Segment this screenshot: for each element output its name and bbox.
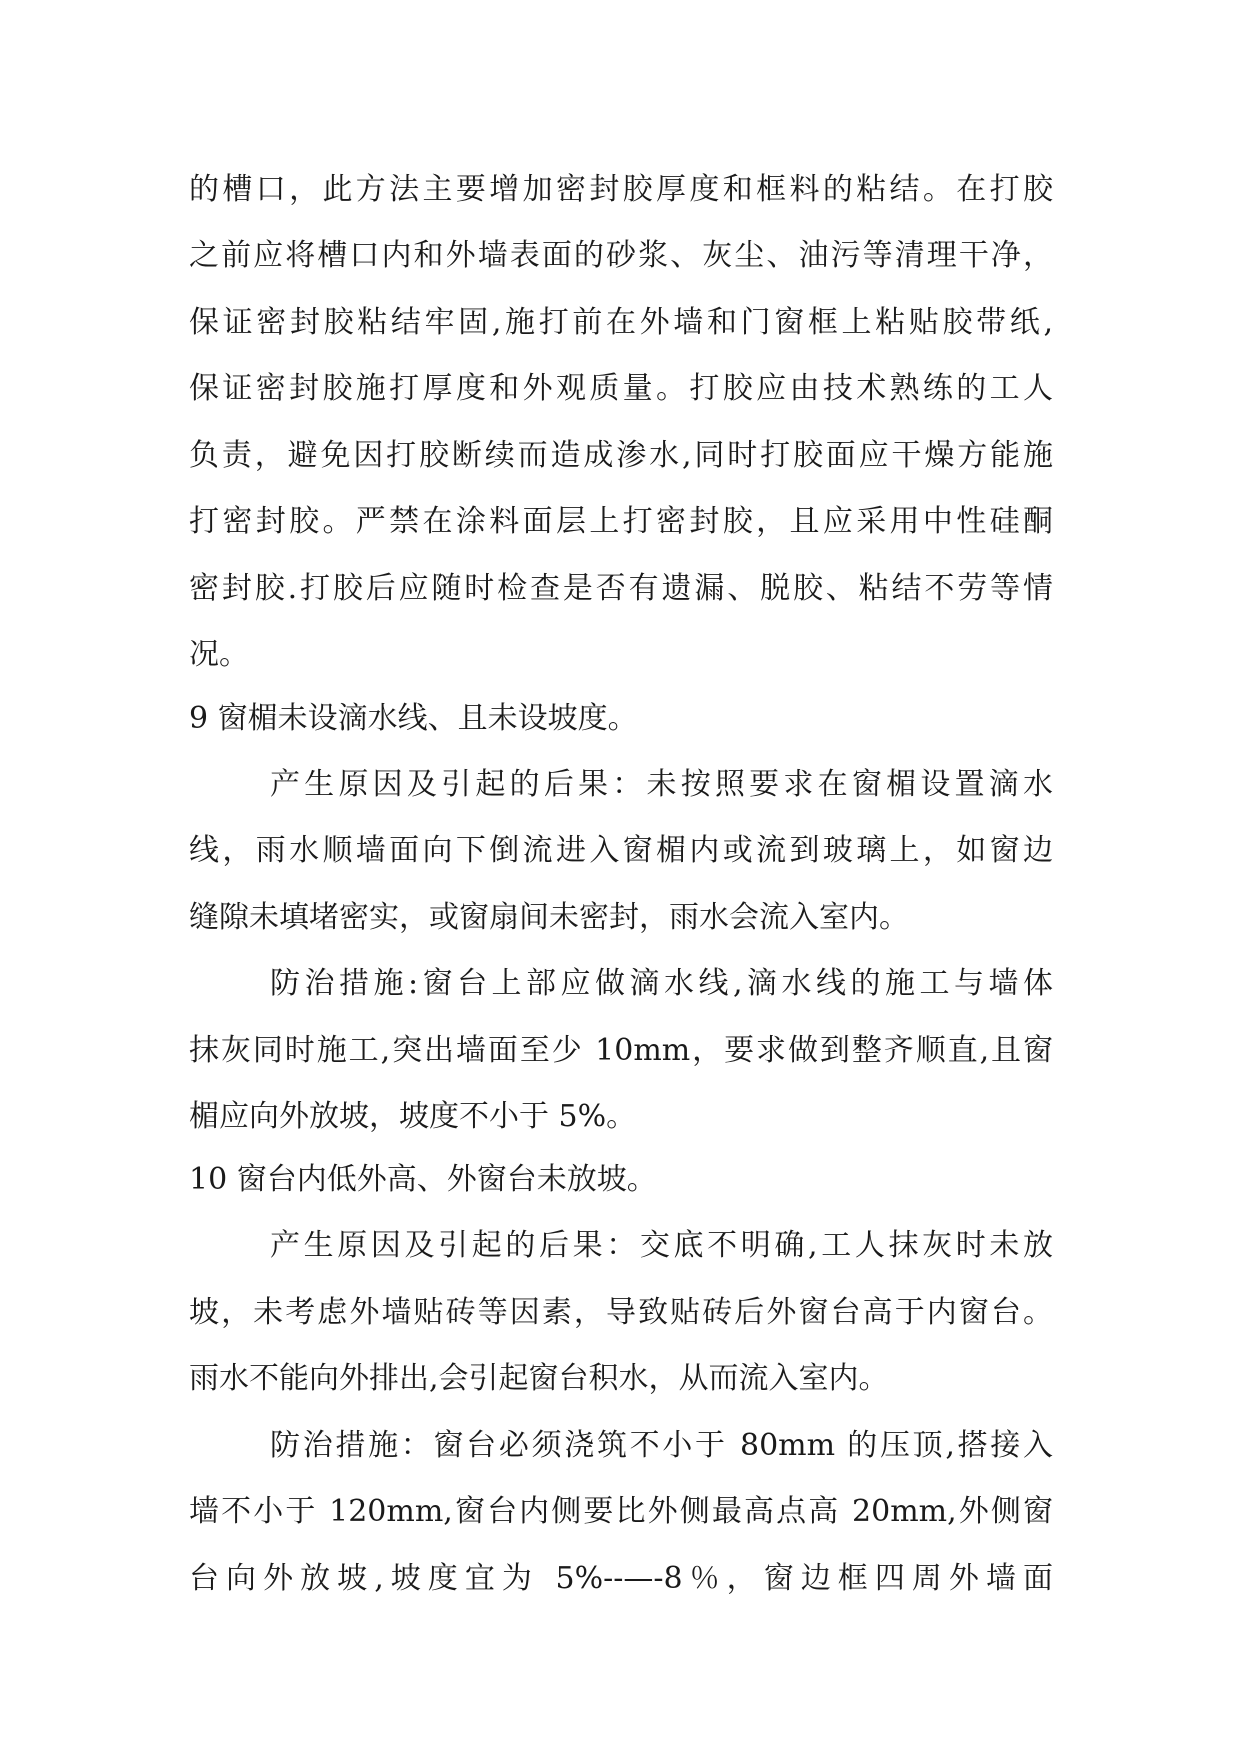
body-text-line: 之前应将槽口内和外墙表面的砂浆、灰尘、油污等清理干净， [189, 238, 1053, 273]
body-text-line: 墙不小于 120mm,窗台内侧要比外侧最高点高 20mm,外侧窗 [189, 1494, 1053, 1529]
body-text-line: 保证密封胶施打厚度和外观质量。打胶应由技术熟练的工人 [189, 371, 1053, 406]
section-heading: 9 窗楣未设滴水线、且未设坡度。 [189, 701, 638, 736]
body-text-line: 保证密封胶粘结牢固,施打前在外墙和门窗框上粘贴胶带纸, [189, 305, 1053, 340]
body-text-line: 况。 [189, 637, 249, 672]
body-text-line: 的槽口，此方法主要增加密封胶厚度和框料的粘结。在打胶 [189, 172, 1053, 207]
paragraph-first-line: 防治措施:窗台上部应做滴水线,滴水线的施工与墙体 [270, 966, 1053, 1001]
body-text-line: 打密封胶。严禁在涂料面层上打密封胶，且应采用中性硅酮 [189, 504, 1053, 539]
section-heading: 10 窗台内低外高、外窗台未放坡。 [189, 1162, 657, 1197]
body-text-line: 缝隙未填堵密实，或窗扇间未密封，雨水会流入室内。 [189, 900, 909, 935]
body-text-line: 密封胶.打胶后应随时检查是否有遗漏、脱胶、粘结不劳等情 [189, 571, 1053, 606]
paragraph-first-line: 产生原因及引起的后果：未按照要求在窗楣设置滴水 [270, 767, 1053, 802]
body-text-line: 抹灰同时施工,突出墙面至少 10mm，要求做到整齐顺直,且窗 [189, 1033, 1053, 1068]
body-text-line: 负责，避免因打胶断续而造成渗水,同时打胶面应干燥方能施 [189, 438, 1053, 473]
body-text-line: 线，雨水顺墙面向下倒流进入窗楣内或流到玻璃上，如窗边 [189, 833, 1053, 868]
paragraph-first-line: 防治措施：窗台必须浇筑不小于 80mm 的压顶,搭接入 [270, 1428, 1053, 1463]
body-text-line: 雨水不能向外排出,会引起窗台积水，从而流入室内。 [189, 1361, 889, 1396]
body-text-line: 台向外放坡,坡度宜为 5%--—-8％，窗边框四周外墙面 [189, 1561, 1053, 1596]
paragraph-first-line: 产生原因及引起的后果：交底不明确,工人抹灰时未放 [270, 1228, 1053, 1263]
body-text-line: 楣应向外放坡，坡度不小于 5%。 [189, 1099, 637, 1134]
body-text-line: 坡，未考虑外墙贴砖等因素，导致贴砖后外窗台高于内窗台。 [189, 1295, 1053, 1330]
